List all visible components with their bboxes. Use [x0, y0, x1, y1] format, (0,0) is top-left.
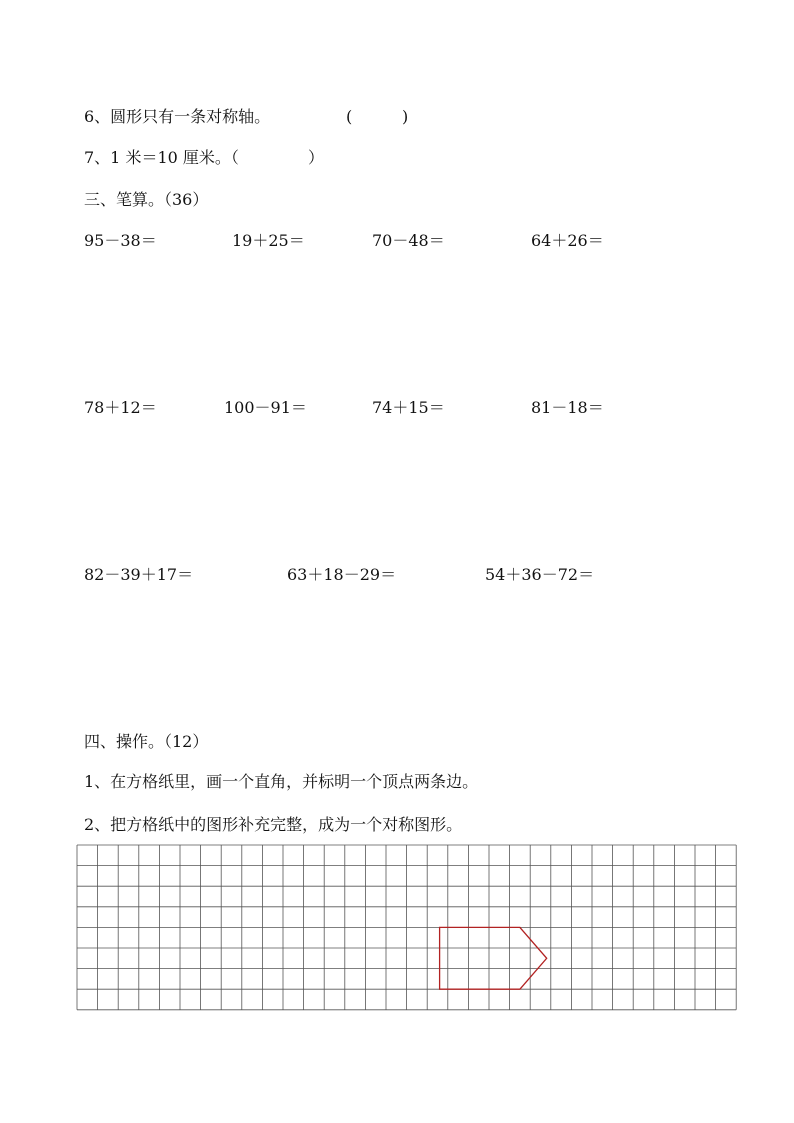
section-3-heading: 三、笔算。（36）: [84, 190, 209, 209]
half-shape: [440, 927, 547, 989]
calc-problem: 19＋25＝: [232, 231, 305, 250]
calc-problem: 81－18＝: [531, 398, 604, 417]
calc-problem: 82－39＋17＝: [84, 565, 194, 584]
answer-paren-close-6: ): [402, 107, 409, 126]
section-4-heading: 四、操作。（12）: [84, 732, 209, 751]
calc-problem: 64＋26＝: [531, 231, 604, 250]
grid-paper[interactable]: [76, 844, 740, 1016]
question-6: 6、圆形只有一条对称轴。: [84, 107, 271, 126]
calc-problem: 63＋18－29＝: [287, 565, 397, 584]
task-2: 2、把方格纸中的图形补充完整，成为一个对称图形。: [84, 815, 463, 834]
answer-paren-close-7: ）: [308, 148, 325, 167]
task-1: 1、在方格纸里，画一个直角，并标明一个顶点两条边。: [84, 772, 479, 791]
calc-problem: 95－38＝: [84, 231, 157, 250]
calc-problem: 74＋15＝: [372, 398, 445, 417]
question-7: 7、1 米＝10 厘米。（: [84, 148, 239, 167]
calc-problem: 78＋12＝: [84, 398, 157, 417]
answer-paren-open-6: (: [346, 107, 353, 126]
calc-problem: 70－48＝: [372, 231, 445, 250]
calc-problem: 54＋36－72＝: [485, 565, 595, 584]
calc-problem: 100－91＝: [224, 398, 307, 417]
